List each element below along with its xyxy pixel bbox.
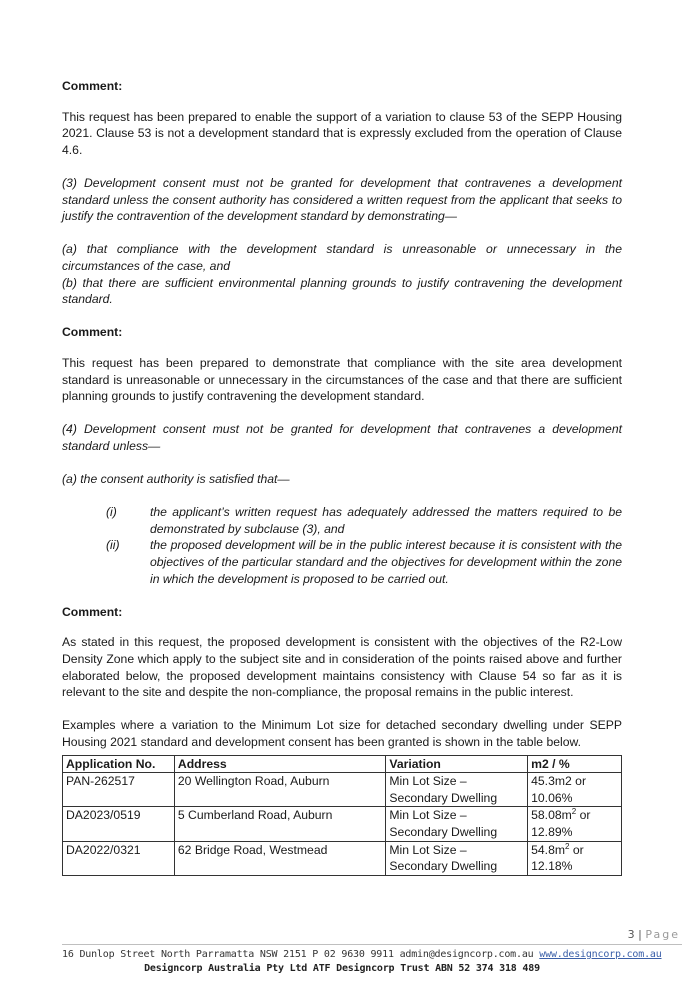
table-row bbox=[63, 807, 622, 841]
address: 20 Wellington Road, Auburn bbox=[174, 773, 386, 807]
variation-line: Min Lot Size – bbox=[389, 774, 467, 789]
subclause-text: the applicant’s written request has adequately addressed the matters required to be demonstrated by subclause (3), and bbox=[150, 505, 622, 536]
table-row bbox=[63, 841, 622, 875]
area-percent bbox=[528, 807, 622, 841]
address: 5 Cumberland Road, Auburn bbox=[174, 807, 386, 841]
page-separator: | bbox=[634, 928, 646, 941]
footer-divider bbox=[62, 944, 682, 945]
paragraph: This request has been prepared to enable the support of a variation to clause 53 of the SEPP Housing 2021. Clause 53 is not a development standard that is expressly excluded from the operation of Clause 4.6. bbox=[62, 109, 622, 157]
website-link[interactable]: www.designcorp.com.au bbox=[539, 949, 662, 960]
area-percent bbox=[528, 841, 622, 875]
clause-quote: (a) that compliance with the development standard is unreasonable or unnecessary in the circumstances of the case, and bbox=[62, 242, 622, 273]
area-tail: or bbox=[576, 808, 591, 823]
subclause-number: (i) bbox=[106, 505, 117, 520]
subclause-item bbox=[62, 504, 622, 537]
percent-value: 10.06% bbox=[531, 790, 573, 805]
clause-quote: (a) the consent authority is satisfied that— bbox=[62, 472, 290, 487]
percent-value: 12.89% bbox=[531, 824, 573, 839]
page-label: Page bbox=[645, 928, 680, 941]
area-value: 54.8m bbox=[531, 842, 565, 857]
paragraph: As stated in this request, the proposed development is consistent with the objectives of the R2-Low Density Zone which apply to the subject site and in consideration of the points raised above and further elaborated below, the proposed development maintains consistency with Clause 54 so far as it is relevant to the site and despite the non-compliance, the proposal remains in the public interest. bbox=[62, 635, 622, 700]
area-value: 45.3m2 or bbox=[531, 774, 586, 789]
subclause-text: the proposed development will be in the public interest because it is consistent with the objectives of the particular standard and the objectives for development within the zone in which the development is proposed to be carried out. bbox=[150, 538, 622, 586]
comment-heading: Comment: bbox=[62, 79, 123, 93]
application-number: PAN-262517 bbox=[63, 773, 175, 807]
clause-quote: (3) Development consent must not be granted for development that contravenes a development standard unless the consent authority has considered a written request from the applicant that seeks to justify the contravention of the development standard by demonstrating— bbox=[62, 175, 622, 224]
table-row bbox=[63, 773, 622, 807]
table-header-cell: m2 / % bbox=[528, 755, 622, 773]
footer-address: 16 Dunlop Street North Parramatta NSW 2151 P 02 9630 9911 admin@designcorp.com.au bbox=[62, 949, 540, 960]
footer-company: Designcorp Australia Pty Ltd ATF Designcorp Trust ABN 52 374 318 489 bbox=[144, 963, 540, 974]
page-number-value: 3 bbox=[627, 928, 635, 941]
table-header-row bbox=[63, 755, 622, 773]
area-value: 58.08m bbox=[531, 808, 572, 823]
document-body bbox=[62, 78, 622, 876]
variation-line: Secondary Dwelling bbox=[389, 824, 498, 839]
variation bbox=[386, 773, 528, 807]
variation-line: Min Lot Size – bbox=[389, 842, 467, 857]
area-percent bbox=[528, 773, 622, 807]
page-number bbox=[628, 928, 680, 941]
variation bbox=[386, 807, 528, 841]
application-number: DA2022/0321 bbox=[63, 841, 175, 875]
subclause-number: (ii) bbox=[106, 538, 120, 553]
variations-table bbox=[62, 755, 622, 876]
comment-heading: Comment: bbox=[62, 325, 123, 340]
address: 62 Bridge Road, Westmead bbox=[174, 841, 386, 875]
variation-line: Secondary Dwelling bbox=[389, 790, 498, 805]
variation bbox=[386, 841, 528, 875]
variation-line: Min Lot Size – bbox=[389, 808, 467, 823]
area-superscript: 2 bbox=[571, 807, 577, 817]
paragraph: Examples where a variation to the Minimum Lot size for detached secondary dwelling under SEPP Housing 2021 standard and development consent has been granted is shown in the table below. bbox=[62, 718, 622, 749]
table-header-cell: Application No. bbox=[63, 755, 175, 773]
application-number: DA2023/0519 bbox=[63, 807, 175, 841]
table-header-cell: Address bbox=[174, 755, 386, 773]
area-superscript: 2 bbox=[565, 841, 570, 851]
variation-line: Secondary Dwelling bbox=[389, 859, 498, 874]
paragraph: This request has been prepared to demonstrate that compliance with the site area development standard is unreasonable or unnecessary in the circumstances of the case and that there are sufficient planning grounds to justify contravening the development standard. bbox=[62, 355, 622, 404]
clause-quote: (4) Development consent must not be granted for development that contravenes a development standard unless— bbox=[62, 422, 622, 453]
subclause-item bbox=[62, 537, 622, 587]
area-tail: or bbox=[569, 842, 584, 857]
footer-contact bbox=[62, 949, 662, 960]
percent-value: 12.18% bbox=[531, 859, 573, 874]
clause-quote: (b) that there are sufficient environmental planning grounds to justify contravening the development standard. bbox=[62, 275, 622, 307]
comment-heading: Comment: bbox=[62, 604, 123, 619]
table-header-cell: Variation bbox=[386, 755, 528, 773]
